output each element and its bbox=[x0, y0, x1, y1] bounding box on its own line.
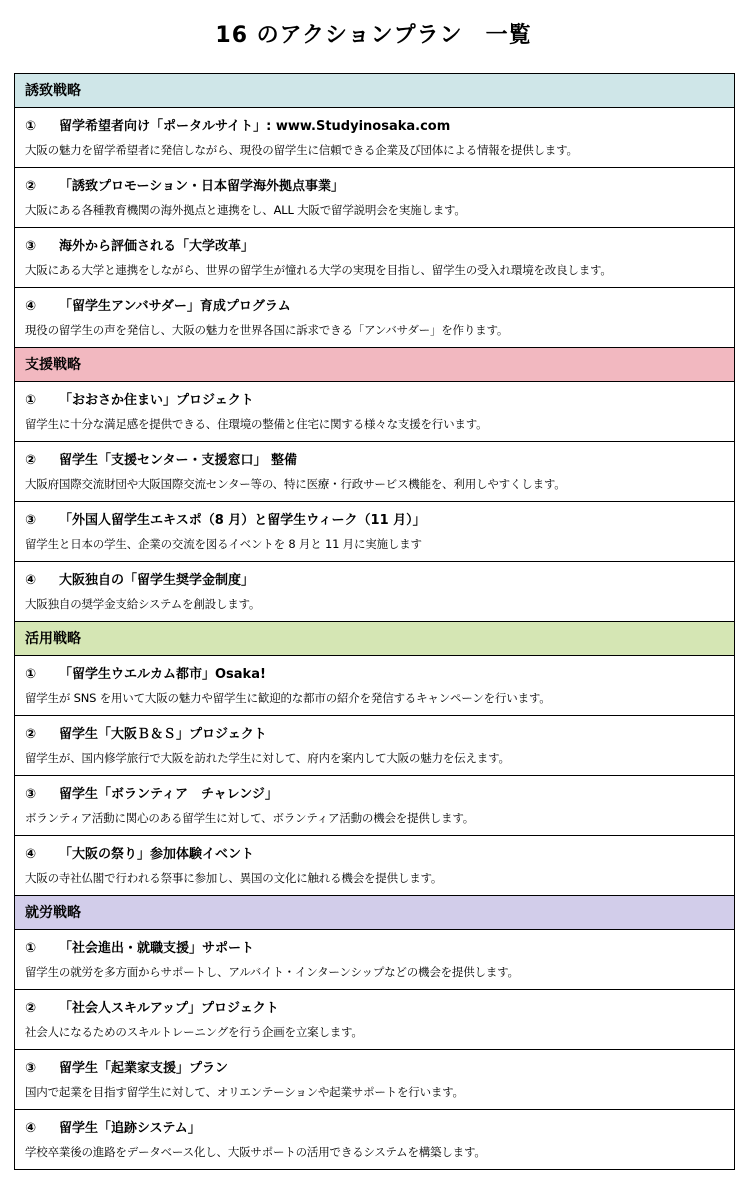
action-item bbox=[15, 442, 734, 502]
action-item-number: ③ bbox=[25, 1061, 37, 1076]
action-item-number: ③ bbox=[25, 239, 37, 254]
action-item bbox=[15, 1110, 734, 1170]
action-item-title-text: 「社会人スキルアップ」プロジェクト bbox=[59, 1001, 279, 1016]
action-item-title-text: 留学生「ボランティア チャレンジ」 bbox=[59, 787, 278, 802]
action-item-title-text: 「留学生アンバサダー」育成プログラム bbox=[59, 299, 291, 314]
action-item-title bbox=[25, 235, 254, 254]
action-item-title bbox=[25, 723, 267, 742]
action-item-number: ④ bbox=[25, 299, 37, 314]
action-item-title bbox=[25, 295, 291, 314]
action-item bbox=[15, 836, 734, 896]
action-item-title-text: 「大阪の祭り」参加体験イベント bbox=[59, 847, 255, 862]
action-item-title-text: 留学生「追跡システム」 bbox=[59, 1121, 201, 1136]
action-item-title-text: 留学生「支援センター・支援窓口」 整備 bbox=[59, 453, 298, 468]
action-item-title-text: 留学生「大阪Ｂ＆Ｓ」プロジェクト bbox=[59, 727, 267, 742]
action-item-title bbox=[25, 783, 278, 802]
section-header: 支援戦略 bbox=[15, 348, 734, 382]
section-header: 活用戦略 bbox=[15, 622, 734, 656]
action-item-title bbox=[25, 509, 426, 528]
action-item-title bbox=[25, 389, 254, 408]
action-item-description: 大阪独自の奨学金支給システムを創設します。 bbox=[25, 597, 261, 611]
action-item bbox=[15, 228, 734, 288]
action-item-description: 学校卒業後の進路をデータベース化し、大阪サポートの活用できるシステムを構築します。 bbox=[25, 1145, 486, 1159]
action-item-number: ② bbox=[25, 453, 37, 468]
action-item bbox=[15, 108, 734, 168]
action-item-title bbox=[25, 449, 297, 468]
action-item bbox=[15, 288, 734, 348]
action-item bbox=[15, 382, 734, 442]
action-item bbox=[15, 656, 734, 716]
action-item-title bbox=[25, 937, 254, 956]
action-item bbox=[15, 716, 734, 776]
action-item-title bbox=[25, 843, 254, 862]
action-item-description: 留学生と日本の学生、企業の交流を図るイベントを 8 月と 11 月に実施します bbox=[25, 537, 422, 551]
action-item-title bbox=[25, 115, 450, 134]
action-item-number: ① bbox=[25, 393, 37, 408]
action-item-number: ① bbox=[25, 119, 37, 134]
action-item bbox=[15, 776, 734, 836]
action-item bbox=[15, 1050, 734, 1110]
action-item bbox=[15, 930, 734, 990]
action-item-description: 大阪にある大学と連携をしながら、世界の留学生が憧れる大学の実現を目指し、留学生の受入れ環境を改良します。 bbox=[25, 263, 612, 277]
action-item-description: 大阪の寺社仏閣で行われる祭事に参加し、異国の文化に触れる機会を提供します。 bbox=[25, 871, 443, 885]
action-item-number: ③ bbox=[25, 513, 37, 528]
action-item bbox=[15, 562, 734, 622]
action-item-number: ④ bbox=[25, 1121, 37, 1136]
action-item-title-text: 「留学生ウエルカム都市」Osaka! bbox=[59, 667, 266, 682]
action-item-number: ② bbox=[25, 179, 37, 194]
action-item-title bbox=[25, 997, 279, 1016]
action-item-title bbox=[25, 663, 266, 682]
action-item-number: ② bbox=[25, 1001, 37, 1016]
action-item-title-text: 「社会進出・就職支援」サポート bbox=[59, 941, 255, 956]
action-item-description: 留学生が SNS を用いて大阪の魅力や留学生に歓迎的な都市の紹介を発信するキャンペーンを行います。 bbox=[25, 691, 551, 705]
action-item-number: ① bbox=[25, 941, 37, 956]
action-item-title bbox=[25, 1057, 228, 1076]
action-item-title-text: 留学生「起業家支援」プラン bbox=[59, 1061, 229, 1076]
action-item-title-text: 「誘致プロモーション・日本留学海外拠点事業」 bbox=[59, 179, 344, 194]
action-item-title-text: 大阪独自の「留学生奨学金制度」 bbox=[59, 573, 255, 588]
action-item-title-text: 留学希望者向け「ポータルサイト」: www.Studyinosaka.com bbox=[59, 119, 451, 134]
action-item-description: 留学生の就労を多方面からサポートし、アルバイト・インターンシップなどの機会を提供します。 bbox=[25, 965, 519, 979]
action-item-title bbox=[25, 569, 254, 588]
action-item-description: 留学生に十分な満足感を提供できる、住環境の整備と住宅に関する様々な支援を行います。 bbox=[25, 417, 488, 431]
page-title: 16 のアクションプラン 一覧 bbox=[215, 23, 532, 48]
action-item-description: 留学生が、国内修学旅行で大阪を訪れた学生に対して、府内を案内して大阪の魅力を伝えます。 bbox=[25, 751, 510, 765]
action-item bbox=[15, 168, 734, 228]
action-item-description: 国内で起業を目指す留学生に対して、オリエンテーションや起業サポートを行います。 bbox=[25, 1085, 464, 1099]
action-item-description: 現役の留学生の声を発信し、大阪の魅力を世界各国に訴求できる「アンバサダー」を作ります。 bbox=[25, 323, 509, 337]
action-item bbox=[15, 502, 734, 562]
action-item-description: ボランティア活動に関心のある留学生に対して、ボランティア活動の機会を提供します。 bbox=[25, 811, 475, 825]
action-plan-table bbox=[14, 73, 735, 1170]
action-item-number: ① bbox=[25, 667, 37, 682]
action-item-title-text: 「おおさか住まい」プロジェクト bbox=[59, 393, 254, 408]
action-item-title bbox=[25, 1117, 201, 1136]
action-item-number: ④ bbox=[25, 573, 37, 588]
action-item-number: ④ bbox=[25, 847, 37, 862]
action-item-number: ② bbox=[25, 727, 37, 742]
action-item-number: ③ bbox=[25, 787, 37, 802]
action-item-description: 大阪の魅力を留学希望者に発信しながら、現役の留学生に信頼できる企業及び団体による情報を提供します。 bbox=[25, 143, 578, 157]
section-header: 誘致戦略 bbox=[15, 74, 734, 108]
action-item-title-text: 海外から評価される「大学改革」 bbox=[59, 239, 255, 254]
action-item-title-text: 「外国人留学生エキスポ（8 月）と留学生ウィーク（11 月）」 bbox=[59, 513, 426, 528]
section-header: 就労戦略 bbox=[15, 896, 734, 930]
action-item bbox=[15, 990, 734, 1050]
action-item-description: 社会人になるためのスキルトレーニングを行う企画を立案します。 bbox=[25, 1025, 363, 1039]
action-item-description: 大阪にある各種教育機関の海外拠点と連携をし、ALL 大阪で留学説明会を実施します。 bbox=[25, 203, 466, 217]
action-item-title bbox=[25, 175, 344, 194]
action-item-description: 大阪府国際交流財団や大阪国際交流センター等の、特に医療・行政サービス機能を、利用しやすくします。 bbox=[25, 477, 566, 491]
